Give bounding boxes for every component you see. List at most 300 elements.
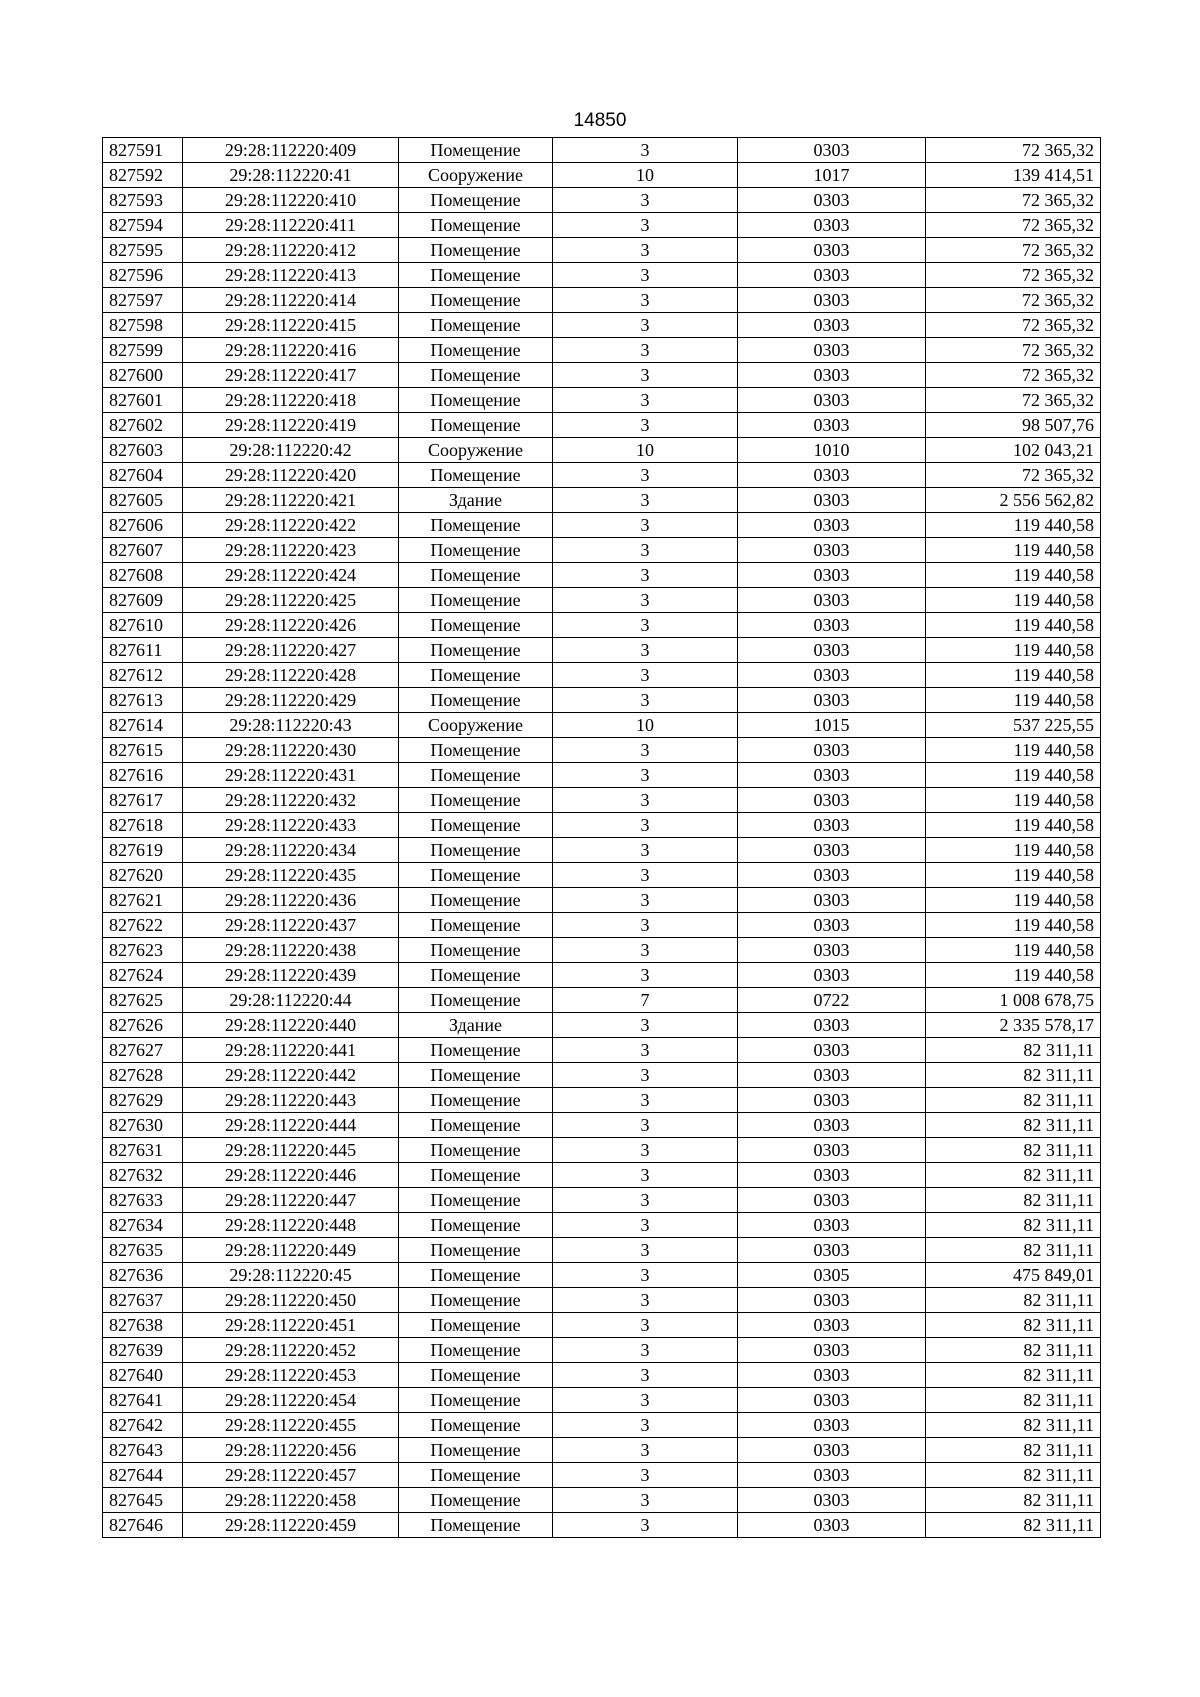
cell-cadastral-number: 29:28:112220:43 [183,713,399,738]
cell-group: 3 [553,313,738,338]
cell-code: 0303 [738,913,926,938]
cell-cadastral-value: 119 440,58 [926,538,1101,563]
cell-object-type: Помещение [399,1263,553,1288]
cell-cadastral-value: 119 440,58 [926,963,1101,988]
cell-group: 3 [553,1438,738,1463]
table-row [103,1463,1101,1488]
cell-object-type: Помещение [399,838,553,863]
cell-record-number: 827608 [103,563,183,588]
cell-object-type: Помещение [399,1463,553,1488]
cell-cadastral-number: 29:28:112220:45 [183,1263,399,1288]
cell-cadastral-value: 98 507,76 [926,413,1101,438]
cell-code: 0303 [738,238,926,263]
cell-record-number: 827617 [103,788,183,813]
cell-cadastral-number: 29:28:112220:430 [183,738,399,763]
cell-group: 3 [553,388,738,413]
cell-code: 0303 [738,588,926,613]
cell-code: 0722 [738,988,926,1013]
cell-cadastral-number: 29:28:112220:454 [183,1388,399,1413]
table-row [103,913,1101,938]
cell-group: 3 [553,1513,738,1538]
cell-object-type: Помещение [399,1313,553,1338]
cell-object-type: Помещение [399,463,553,488]
cell-group: 3 [553,888,738,913]
cell-group: 3 [553,813,738,838]
page-number: 14850 [573,110,627,131]
cell-cadastral-value: 82 311,11 [926,1238,1101,1263]
cell-code: 0303 [738,1213,926,1238]
cell-cadastral-value: 119 440,58 [926,888,1101,913]
cell-cadastral-number: 29:28:112220:450 [183,1288,399,1313]
cell-cadastral-value: 119 440,58 [926,688,1101,713]
cell-code: 0303 [738,1338,926,1363]
cell-object-type: Помещение [399,988,553,1013]
cell-object-type: Помещение [399,1138,553,1163]
cell-code: 0303 [738,188,926,213]
cell-record-number: 827639 [103,1338,183,1363]
cell-cadastral-value: 119 440,58 [926,813,1101,838]
cell-cadastral-number: 29:28:112220:412 [183,238,399,263]
cell-cadastral-number: 29:28:112220:446 [183,1163,399,1188]
cell-group: 10 [553,713,738,738]
cell-cadastral-value: 82 311,11 [926,1413,1101,1438]
cell-record-number: 827598 [103,313,183,338]
cell-group: 3 [553,788,738,813]
cell-cadastral-value: 82 311,11 [926,1138,1101,1163]
cell-code: 0303 [738,538,926,563]
table-row [103,513,1101,538]
cell-group: 3 [553,188,738,213]
cell-cadastral-number: 29:28:112220:452 [183,1338,399,1363]
cell-group: 3 [553,863,738,888]
cell-object-type: Помещение [399,138,553,163]
cell-record-number: 827625 [103,988,183,1013]
table-row [103,1113,1101,1138]
cell-object-type: Помещение [399,1088,553,1113]
cell-cadastral-number: 29:28:112220:424 [183,563,399,588]
cell-code: 0303 [738,563,926,588]
cell-cadastral-number: 29:28:112220:434 [183,838,399,863]
cell-cadastral-value: 82 311,11 [926,1188,1101,1213]
cell-code: 0303 [738,363,926,388]
cell-cadastral-value: 82 311,11 [926,1488,1101,1513]
cell-record-number: 827628 [103,1063,183,1088]
cell-cadastral-number: 29:28:112220:415 [183,313,399,338]
cell-cadastral-value: 72 365,32 [926,213,1101,238]
cell-cadastral-number: 29:28:112220:455 [183,1413,399,1438]
cell-record-number: 827593 [103,188,183,213]
cell-object-type: Помещение [399,363,553,388]
cell-object-type: Помещение [399,763,553,788]
cell-cadastral-value: 119 440,58 [926,938,1101,963]
cell-cadastral-value: 82 311,11 [926,1288,1101,1313]
cell-code: 0303 [738,1188,926,1213]
table-row [103,338,1101,363]
cell-record-number: 827603 [103,438,183,463]
cell-cadastral-number: 29:28:112220:421 [183,488,399,513]
cell-cadastral-value: 139 414,51 [926,163,1101,188]
cell-cadastral-value: 82 311,11 [926,1113,1101,1138]
cell-cadastral-value: 82 311,11 [926,1388,1101,1413]
cell-record-number: 827592 [103,163,183,188]
table-row [103,238,1101,263]
cell-cadastral-value: 72 365,32 [926,138,1101,163]
cell-cadastral-number: 29:28:112220:453 [183,1363,399,1388]
cell-cadastral-number: 29:28:112220:444 [183,1113,399,1138]
cell-object-type: Помещение [399,1363,553,1388]
table-row [103,1513,1101,1538]
cell-object-type: Помещение [399,238,553,263]
cell-cadastral-number: 29:28:112220:449 [183,1238,399,1263]
table-row [103,363,1101,388]
cell-object-type: Здание [399,488,553,513]
table-row [103,1413,1101,1438]
cell-record-number: 827610 [103,613,183,638]
registry-table [102,137,1101,1538]
cell-group: 3 [553,1413,738,1438]
cell-record-number: 827619 [103,838,183,863]
cell-cadastral-value: 537 225,55 [926,713,1101,738]
cell-record-number: 827601 [103,388,183,413]
cell-code: 0303 [738,1513,926,1538]
cell-cadastral-number: 29:28:112220:409 [183,138,399,163]
table-row [103,213,1101,238]
cell-code: 0303 [738,338,926,363]
cell-record-number: 827634 [103,1213,183,1238]
table-row [103,788,1101,813]
cell-cadastral-number: 29:28:112220:435 [183,863,399,888]
cell-cadastral-number: 29:28:112220:432 [183,788,399,813]
table-row [103,388,1101,413]
table-row [103,463,1101,488]
cell-code: 0303 [738,1438,926,1463]
cell-group: 3 [553,288,738,313]
cell-code: 0303 [738,1388,926,1413]
cell-object-type: Помещение [399,813,553,838]
cell-record-number: 827646 [103,1513,183,1538]
cell-record-number: 827599 [103,338,183,363]
cell-group: 10 [553,438,738,463]
cell-code: 0303 [738,1463,926,1488]
cell-cadastral-number: 29:28:112220:411 [183,213,399,238]
cell-code: 0303 [738,313,926,338]
cell-record-number: 827616 [103,763,183,788]
cell-record-number: 827605 [103,488,183,513]
table-row [103,1438,1101,1463]
table-row [103,1338,1101,1363]
cell-cadastral-number: 29:28:112220:439 [183,963,399,988]
cell-cadastral-value: 82 311,11 [926,1363,1101,1388]
cell-object-type: Помещение [399,1063,553,1088]
table-row [103,1388,1101,1413]
cell-code: 0303 [738,138,926,163]
cell-cadastral-value: 72 365,32 [926,388,1101,413]
cell-cadastral-number: 29:28:112220:41 [183,163,399,188]
cell-cadastral-number: 29:28:112220:418 [183,388,399,413]
cell-record-number: 827615 [103,738,183,763]
cell-cadastral-value: 119 440,58 [926,638,1101,663]
cell-cadastral-number: 29:28:112220:426 [183,613,399,638]
cell-code: 0303 [738,1088,926,1113]
cell-object-type: Помещение [399,588,553,613]
cell-cadastral-value: 119 440,58 [926,788,1101,813]
cell-record-number: 827642 [103,1413,183,1438]
table-row [103,1288,1101,1313]
cell-object-type: Помещение [399,1488,553,1513]
table-row [103,1063,1101,1088]
cell-cadastral-value: 82 311,11 [926,1513,1101,1538]
table-row [103,1213,1101,1238]
cell-group: 3 [553,588,738,613]
table-row [103,663,1101,688]
cell-code: 0303 [738,1038,926,1063]
cell-cadastral-value: 119 440,58 [926,563,1101,588]
cell-cadastral-value: 119 440,58 [926,663,1101,688]
cell-code: 0303 [738,1163,926,1188]
table-row [103,1013,1101,1038]
cell-cadastral-number: 29:28:112220:417 [183,363,399,388]
cell-group: 3 [553,688,738,713]
cell-group: 3 [553,613,738,638]
cell-cadastral-value: 82 311,11 [926,1038,1101,1063]
table-row [103,188,1101,213]
cell-code: 0303 [738,1313,926,1338]
cell-cadastral-value: 475 849,01 [926,1263,1101,1288]
cell-object-type: Помещение [399,738,553,763]
cell-group: 3 [553,1338,738,1363]
cell-object-type: Помещение [399,1388,553,1413]
cell-group: 3 [553,563,738,588]
table-row [103,713,1101,738]
table-row [103,1188,1101,1213]
table-row [103,1313,1101,1338]
table-row [103,563,1101,588]
cell-group: 3 [553,138,738,163]
cell-record-number: 827595 [103,238,183,263]
cell-cadastral-value: 119 440,58 [926,913,1101,938]
table-row [103,438,1101,463]
cell-cadastral-value: 72 365,32 [926,313,1101,338]
cell-record-number: 827624 [103,963,183,988]
cell-object-type: Помещение [399,663,553,688]
cell-cadastral-number: 29:28:112220:447 [183,1188,399,1213]
cell-group: 3 [553,263,738,288]
table-row [103,638,1101,663]
cell-group: 10 [553,163,738,188]
cell-record-number: 827631 [103,1138,183,1163]
cell-cadastral-value: 82 311,11 [926,1438,1101,1463]
cell-record-number: 827591 [103,138,183,163]
cell-record-number: 827621 [103,888,183,913]
cell-code: 0303 [738,1063,926,1088]
cell-group: 3 [553,1113,738,1138]
table-row [103,738,1101,763]
table-row [103,1488,1101,1513]
cell-cadastral-number: 29:28:112220:457 [183,1463,399,1488]
table-row [103,963,1101,988]
cell-cadastral-value: 1 008 678,75 [926,988,1101,1013]
cell-cadastral-number: 29:28:112220:440 [183,1013,399,1038]
table-row [103,1163,1101,1188]
cell-record-number: 827618 [103,813,183,838]
table-row [103,538,1101,563]
cell-code: 0303 [738,388,926,413]
cell-object-type: Помещение [399,863,553,888]
cell-cadastral-value: 82 311,11 [926,1463,1101,1488]
registry-table-body [103,138,1101,1538]
cell-object-type: Здание [399,1013,553,1038]
cell-code: 0303 [738,463,926,488]
cell-object-type: Помещение [399,788,553,813]
cell-group: 3 [553,488,738,513]
cell-code: 0303 [738,1488,926,1513]
table-row [103,313,1101,338]
cell-code: 0303 [738,788,926,813]
cell-code: 0303 [738,1363,926,1388]
cell-group: 3 [553,213,738,238]
cell-cadastral-number: 29:28:112220:44 [183,988,399,1013]
cell-code: 0303 [738,813,926,838]
cell-group: 3 [553,1238,738,1263]
cell-cadastral-value: 82 311,11 [926,1313,1101,1338]
cell-cadastral-number: 29:28:112220:413 [183,263,399,288]
cell-code: 0303 [738,213,926,238]
cell-code: 0303 [738,763,926,788]
cell-group: 3 [553,1288,738,1313]
cell-code: 0303 [738,638,926,663]
cell-record-number: 827641 [103,1388,183,1413]
cell-object-type: Помещение [399,263,553,288]
cell-cadastral-number: 29:28:112220:437 [183,913,399,938]
cell-object-type: Помещение [399,213,553,238]
table-row [103,413,1101,438]
cell-cadastral-value: 72 365,32 [926,338,1101,363]
cell-cadastral-number: 29:28:112220:451 [183,1313,399,1338]
cell-record-number: 827623 [103,938,183,963]
cell-cadastral-value: 72 365,32 [926,463,1101,488]
cell-cadastral-value: 119 440,58 [926,863,1101,888]
table-row [103,588,1101,613]
cell-object-type: Помещение [399,888,553,913]
cell-cadastral-number: 29:28:112220:416 [183,338,399,363]
cell-record-number: 827604 [103,463,183,488]
cell-object-type: Помещение [399,913,553,938]
cell-cadastral-number: 29:28:112220:436 [183,888,399,913]
cell-cadastral-number: 29:28:112220:422 [183,513,399,538]
cell-record-number: 827638 [103,1313,183,1338]
cell-cadastral-value: 82 311,11 [926,1063,1101,1088]
cell-record-number: 827597 [103,288,183,313]
cell-cadastral-number: 29:28:112220:410 [183,188,399,213]
cell-record-number: 827627 [103,1038,183,1063]
cell-code: 0303 [738,688,926,713]
cell-record-number: 827645 [103,1488,183,1513]
cell-group: 3 [553,1213,738,1238]
cell-object-type: Помещение [399,638,553,663]
table-row [103,1088,1101,1113]
cell-code: 0305 [738,1263,926,1288]
cell-record-number: 827636 [103,1263,183,1288]
cell-group: 3 [553,1188,738,1213]
cell-cadastral-number: 29:28:112220:414 [183,288,399,313]
cell-code: 0303 [738,863,926,888]
cell-record-number: 827635 [103,1238,183,1263]
cell-object-type: Помещение [399,1438,553,1463]
cell-group: 3 [553,638,738,663]
cell-code: 0303 [738,513,926,538]
cell-object-type: Сооружение [399,438,553,463]
table-row [103,263,1101,288]
cell-group: 7 [553,988,738,1013]
cell-object-type: Помещение [399,388,553,413]
table-row [103,938,1101,963]
cell-code: 1010 [738,438,926,463]
cell-group: 3 [553,1088,738,1113]
cell-cadastral-number: 29:28:112220:448 [183,1213,399,1238]
cell-group: 3 [553,413,738,438]
cell-cadastral-number: 29:28:112220:438 [183,938,399,963]
cell-cadastral-number: 29:28:112220:433 [183,813,399,838]
cell-object-type: Помещение [399,1188,553,1213]
cell-cadastral-value: 72 365,32 [926,263,1101,288]
cell-group: 3 [553,1263,738,1288]
table-row [103,1363,1101,1388]
cell-group: 3 [553,1463,738,1488]
cell-cadastral-number: 29:28:112220:458 [183,1488,399,1513]
cell-cadastral-value: 82 311,11 [926,1163,1101,1188]
cell-group: 3 [553,1488,738,1513]
cell-cadastral-value: 119 440,58 [926,763,1101,788]
cell-group: 3 [553,238,738,263]
cell-object-type: Помещение [399,688,553,713]
cell-record-number: 827609 [103,588,183,613]
cell-object-type: Помещение [399,938,553,963]
cell-record-number: 827602 [103,413,183,438]
cell-object-type: Сооружение [399,163,553,188]
cell-group: 3 [553,1363,738,1388]
cell-cadastral-number: 29:28:112220:441 [183,1038,399,1063]
cell-group: 3 [553,738,738,763]
cell-object-type: Помещение [399,313,553,338]
cell-code: 1015 [738,713,926,738]
cell-cadastral-value: 2 556 562,82 [926,488,1101,513]
cell-cadastral-number: 29:28:112220:42 [183,438,399,463]
table-row [103,488,1101,513]
cell-object-type: Помещение [399,1113,553,1138]
cell-record-number: 827637 [103,1288,183,1313]
table-row [103,138,1101,163]
cell-cadastral-number: 29:28:112220:442 [183,1063,399,1088]
cell-code: 0303 [738,663,926,688]
cell-group: 3 [553,663,738,688]
cell-cadastral-value: 72 365,32 [926,238,1101,263]
cell-object-type: Помещение [399,563,553,588]
cell-object-type: Помещение [399,1413,553,1438]
cell-cadastral-number: 29:28:112220:420 [183,463,399,488]
cell-cadastral-value: 72 365,32 [926,363,1101,388]
cell-cadastral-number: 29:28:112220:445 [183,1138,399,1163]
cell-group: 3 [553,763,738,788]
cell-cadastral-value: 72 365,32 [926,288,1101,313]
cell-group: 3 [553,1038,738,1063]
cell-object-type: Помещение [399,288,553,313]
cell-object-type: Помещение [399,188,553,213]
cell-code: 0303 [738,1113,926,1138]
cell-record-number: 827611 [103,638,183,663]
cell-cadastral-value: 82 311,11 [926,1213,1101,1238]
cell-group: 3 [553,363,738,388]
cell-cadastral-value: 119 440,58 [926,613,1101,638]
